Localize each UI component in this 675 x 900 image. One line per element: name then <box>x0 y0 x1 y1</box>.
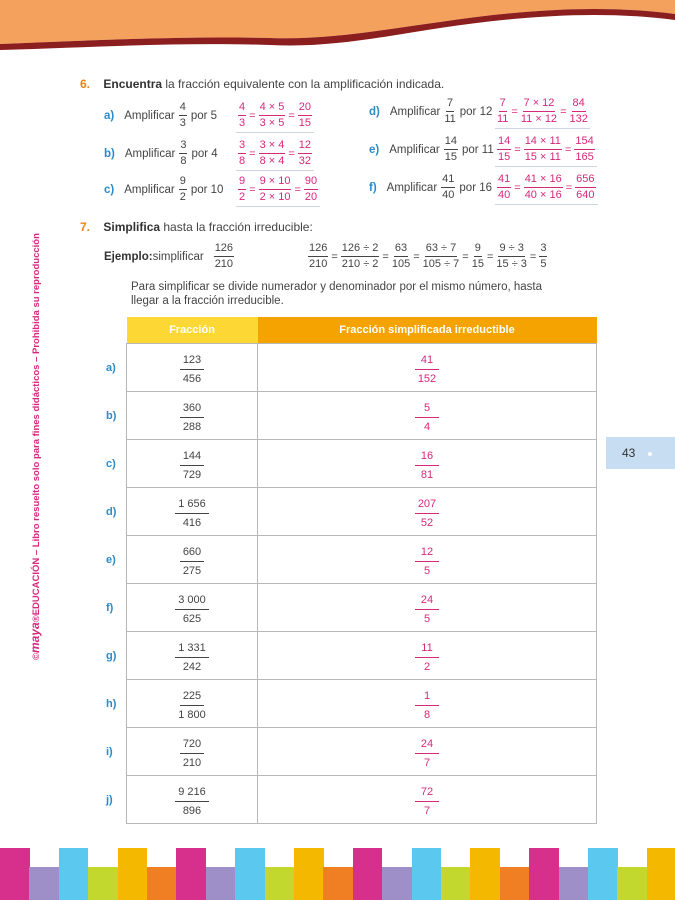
simplified-fraction: $\frac{1}{8}$ <box>415 689 439 722</box>
equals-sign: = <box>486 250 494 263</box>
example-label: Ejemplo: <box>104 250 153 263</box>
fraction: $\frac{41}{40}$ <box>442 173 455 201</box>
fraction: $\frac{63 \div 7}{105 \div 7}$ <box>422 242 460 270</box>
decorative-stripe <box>147 867 177 900</box>
equals-sign: = <box>249 147 256 160</box>
original-fraction: $\frac{660}{275}$ <box>180 545 204 578</box>
table-row <box>127 728 597 776</box>
amplify-item <box>104 139 224 168</box>
equals-sign: = <box>564 143 572 156</box>
item-verb: Amplificar <box>124 147 176 160</box>
amplify-result <box>236 175 320 207</box>
example-fraction: $\frac{126}{210}$ <box>214 242 234 270</box>
table-row <box>127 584 597 632</box>
item-verb: Amplificar <box>389 105 441 118</box>
original-fraction: $\frac{3 000}{625}$ <box>175 593 209 626</box>
item-factor: por 11 <box>461 143 494 156</box>
fraction-cell <box>127 680 258 728</box>
item-factor: por 4 <box>191 147 218 160</box>
decorative-stripe <box>588 848 618 900</box>
fraction: $\frac{4}{3}$ <box>179 101 186 129</box>
exercise-6-number: 6. <box>80 77 91 91</box>
table-row-label: b) <box>106 410 117 422</box>
exercise-7-verb: Simplifica <box>103 220 161 234</box>
fraction-cell <box>127 632 258 680</box>
table-row <box>127 680 597 728</box>
fraction: $\frac{14}{15}$ <box>498 135 511 163</box>
table-row <box>127 392 597 440</box>
amplify-item <box>104 175 229 204</box>
fraction: $\frac{3}{8}$ <box>239 139 246 167</box>
simplified-fraction: $\frac{11}{2}$ <box>415 641 439 674</box>
item-factor: por 10 <box>190 183 224 196</box>
table-row-label: i) <box>106 746 113 758</box>
simplified-fraction: $\frac{24}{5}$ <box>415 593 439 626</box>
equals-sign: = <box>462 250 469 263</box>
exercise-6-verb: Encuentra <box>103 77 163 91</box>
item-factor: por 16 <box>459 181 493 194</box>
decorative-stripe <box>29 867 59 900</box>
table-row <box>127 632 597 680</box>
simplified-cell <box>258 536 597 584</box>
equals-sign: = <box>514 181 521 194</box>
simplified-cell <box>258 728 597 776</box>
amplify-result <box>495 97 590 129</box>
equals-sign: = <box>382 250 389 263</box>
original-fraction: $\frac{720}{210}$ <box>180 737 204 770</box>
fraction: $\frac{3 \times 4}{8 \times 4}$ <box>259 139 285 167</box>
table-row <box>127 776 597 824</box>
table-row-label: d) <box>106 506 117 518</box>
fraction: $\frac{656}{640}$ <box>576 173 595 201</box>
equals-sign: = <box>331 250 338 263</box>
fraction-cell <box>127 584 258 632</box>
decorative-stripe <box>323 867 353 900</box>
table-row-label: a) <box>106 362 116 374</box>
simplified-cell <box>258 392 597 440</box>
item-label: b) <box>104 147 115 160</box>
table-row-label: f) <box>106 602 114 614</box>
decorative-stripe <box>118 848 148 900</box>
explanation-text: Para simplificar se divide numerador y denominador por el mismo número, hasta llegar a la fracción irreducible. <box>131 281 542 307</box>
side-copyright-text: ©maya®EDUCACIÓN – Libro resuelto solo para fines didácticos – Prohibida su reproducción <box>28 233 42 660</box>
decorative-stripe <box>647 848 675 900</box>
item-label: f) <box>369 181 377 194</box>
amplify-result <box>236 101 314 133</box>
original-fraction: $\frac{9 216}{896}$ <box>175 785 209 818</box>
table-row-label: h) <box>106 698 117 710</box>
item-verb: Amplificar <box>389 143 440 156</box>
fraction: $\frac{3}{8}$ <box>180 139 187 167</box>
item-label: e) <box>369 143 380 156</box>
equals-sign: = <box>413 250 420 263</box>
page-dot-icon <box>648 452 652 456</box>
fraction: $\frac{9}{2}$ <box>179 175 186 203</box>
fraction-cell <box>127 776 258 824</box>
fraction-cell <box>127 344 258 392</box>
example-line <box>104 242 236 271</box>
equals-sign: = <box>288 109 295 122</box>
original-fraction: $\frac{123}{456}$ <box>180 353 204 386</box>
simplified-fraction: $\frac{16}{81}$ <box>415 449 439 482</box>
simplified-cell <box>258 344 597 392</box>
item-verb: Amplificar <box>124 183 175 196</box>
decorative-stripe <box>470 848 500 900</box>
header-simplified: Fracción simplificada irreductible <box>258 317 597 344</box>
fraction: $\frac{63}{105}$ <box>391 242 411 270</box>
simplified-fraction: $\frac{41}{152}$ <box>415 353 439 386</box>
simplified-fraction: $\frac{24}{7}$ <box>415 737 439 770</box>
amplify-item <box>369 173 498 202</box>
simplified-cell <box>258 440 597 488</box>
table-row <box>127 536 597 584</box>
fraction: $\frac{9}{15}$ <box>471 242 484 270</box>
fraction: $\frac{126 \div 2}{210 \div 2}$ <box>341 242 379 270</box>
simplified-cell <box>258 488 597 536</box>
item-factor: por 12 <box>459 105 493 118</box>
fraction: $\frac{126}{210}$ <box>309 242 328 270</box>
equals-sign: = <box>288 147 295 160</box>
table-row <box>127 488 597 536</box>
fraction: $\frac{7}{11}$ <box>497 97 509 125</box>
page-number: 43 <box>622 446 636 460</box>
fraction-cell <box>127 392 258 440</box>
original-fraction: $\frac{144}{729}$ <box>180 449 204 482</box>
decorative-stripe <box>176 848 206 900</box>
decorative-stripe <box>88 867 118 900</box>
item-label: a) <box>104 109 115 122</box>
amplify-result <box>495 173 598 205</box>
fraction-cell <box>127 488 258 536</box>
original-fraction: $\frac{1 331}{242}$ <box>175 641 209 674</box>
equals-sign: = <box>514 143 521 156</box>
fraction: $\frac{90}{20}$ <box>304 175 318 203</box>
decorative-stripe <box>529 848 559 900</box>
table-row-label: g) <box>106 650 117 662</box>
table-row-label: e) <box>106 554 116 566</box>
exercise-6-instruction: la fracción equivalente con la amplificación indicada. <box>162 77 445 91</box>
brand-logo: maya <box>28 622 42 653</box>
decorative-stripe <box>441 867 471 900</box>
simplified-cell <box>258 680 597 728</box>
fraction-cell <box>127 440 258 488</box>
simplified-fraction: $\frac{72}{7}$ <box>415 785 439 818</box>
amplify-item <box>104 101 223 130</box>
fraction: $\frac{14 \times 11}{15 \times 11}$ <box>524 135 561 163</box>
decorative-stripe <box>382 867 412 900</box>
table-row-label: j) <box>106 794 113 806</box>
exercise-7-number: 7. <box>80 220 91 234</box>
item-label: d) <box>369 105 380 118</box>
decorative-stripe <box>59 848 89 900</box>
item-verb: Amplificar <box>124 109 175 122</box>
fraction: $\frac{12}{32}$ <box>298 139 312 167</box>
simplified-cell <box>258 632 597 680</box>
fraction: $\frac{41}{40}$ <box>498 173 511 201</box>
simplified-fraction: $\frac{207}{52}$ <box>415 497 439 530</box>
decorative-stripe <box>235 848 265 900</box>
fraction: $\frac{9 \div 3}{15 \div 3}$ <box>496 242 527 270</box>
example-steps <box>306 242 549 271</box>
decorative-stripe <box>294 848 324 900</box>
equals-sign: = <box>249 109 256 122</box>
simplified-cell <box>258 776 597 824</box>
decorative-stripe <box>559 867 589 900</box>
equals-sign: = <box>565 181 573 194</box>
page-number-tab <box>606 437 675 469</box>
fraction: $\frac{20}{15}$ <box>298 101 312 129</box>
fraction: $\frac{9}{2}$ <box>239 175 246 203</box>
decorative-stripe <box>353 848 383 900</box>
fraction: $\frac{14}{15}$ <box>444 135 457 163</box>
decorative-stripe <box>617 867 647 900</box>
decorative-stripe <box>500 867 530 900</box>
exercise-6-title <box>80 77 444 91</box>
equals-sign: = <box>560 105 567 118</box>
fraction: $\frac{84}{132}$ <box>569 97 588 125</box>
item-label: c) <box>104 183 115 196</box>
fraction: $\frac{7 \times 12}{11 \times 12}$ <box>520 97 558 125</box>
simplification-table <box>126 317 597 824</box>
table-row-label: c) <box>106 458 116 470</box>
table-row <box>127 440 597 488</box>
fraction: $\frac{9 \times 10}{2 \times 10}$ <box>259 175 291 203</box>
original-fraction: $\frac{225}{1 800}$ <box>178 689 206 721</box>
fraction-cell <box>127 536 258 584</box>
decorative-stripe <box>0 848 30 900</box>
decorative-stripe <box>206 867 236 900</box>
amplify-result <box>495 135 597 167</box>
item-factor: por 5 <box>190 109 218 122</box>
example-text: simplificar <box>152 250 204 263</box>
fraction: $\frac{4}{3}$ <box>239 101 246 129</box>
fraction: $\frac{4 \times 5}{3 \times 5}$ <box>259 101 285 129</box>
exercise-7-instruction: hasta la fracción irreducible: <box>160 220 313 234</box>
amplify-item <box>369 97 498 126</box>
simplified-cell <box>258 584 597 632</box>
original-fraction: $\frac{360}{288}$ <box>180 401 204 434</box>
equals-sign: = <box>511 105 518 118</box>
equals-sign: = <box>529 250 537 263</box>
decorative-stripe <box>412 848 442 900</box>
equals-sign: = <box>294 183 301 196</box>
header-fraction: Fracción <box>127 317 258 344</box>
fraction: $\frac{41 \times 16}{40 \times 16}$ <box>524 173 562 201</box>
fraction: $\frac{154}{165}$ <box>575 135 594 163</box>
table-row <box>127 344 597 392</box>
top-wave-banner <box>0 0 675 60</box>
original-fraction: $\frac{1 656}{416}$ <box>175 497 209 530</box>
fraction-cell <box>127 728 258 776</box>
decorative-stripe <box>265 867 295 900</box>
simplified-fraction: $\frac{12}{5}$ <box>415 545 439 578</box>
exercise-7-title <box>80 220 313 234</box>
amplify-item <box>369 135 500 164</box>
equals-sign: = <box>249 183 256 196</box>
fraction: $\frac{3}{5}$ <box>540 242 547 270</box>
simplified-fraction: $\frac{5}{4}$ <box>415 401 439 434</box>
amplify-result <box>236 139 314 171</box>
fraction: $\frac{7}{11}$ <box>444 97 456 125</box>
item-verb: Amplificar <box>386 181 438 194</box>
